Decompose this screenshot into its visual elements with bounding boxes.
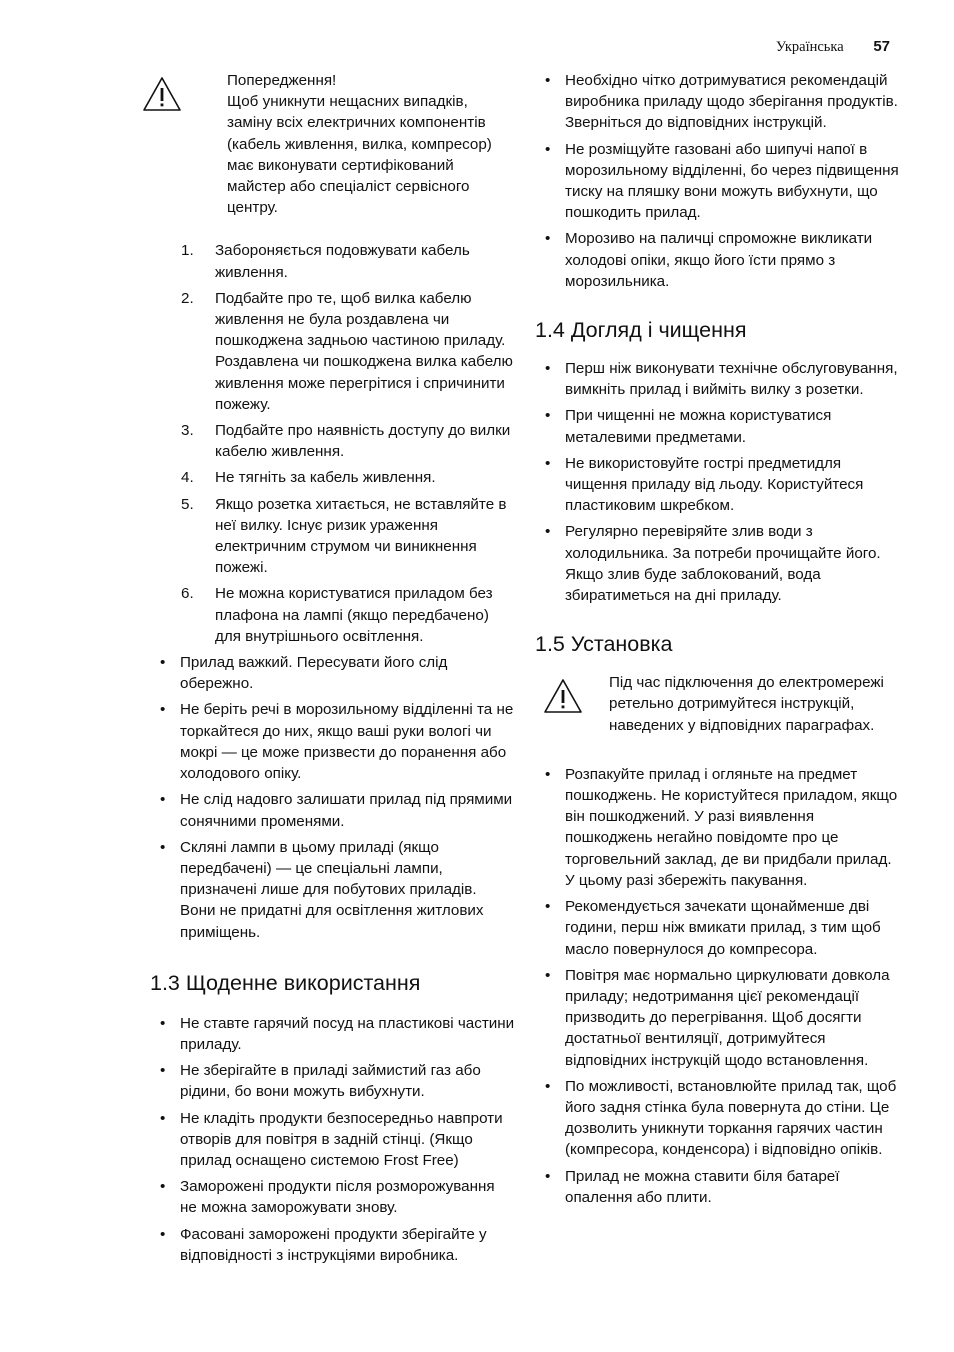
warning-text: Щоб уникнути нещасних випадків, заміну всіх електричних компонентів (кабель живлення, вилка, компресор) має виконувати сертифікований майстер або спеціаліст сервісного центру. — [227, 93, 492, 217]
bullet-list-1-3 — [150, 1013, 515, 1266]
section-title: Догляд і чищення — [570, 318, 747, 343]
list-item: • Розпакуйте прилад і огляньте на предмет пошкоджень. Не користуйтеся приладом, якщо він пошкоджений. У разі виявлення пошкоджень негайно повідомте про це торговельний заклад, де ви придбали прилад. У цьому разі збережіть пакування. — [535, 764, 900, 891]
item-number: 1. — [181, 242, 194, 260]
numbered-item — [181, 467, 515, 488]
section-heading-1-4 — [535, 316, 900, 344]
list-item: • Регулярно перевіряйте злив води з холодильника. За потреби прочищайте його. Якщо злив буде заблокований, вода збиратиметься на дні приладу. — [535, 521, 900, 606]
list-item: • Не слід надовго залишати прилад під прямими сонячними променями. — [150, 789, 515, 831]
list-item: • Не ставте гарячий посуд на пластикові частини приладу. — [150, 1013, 515, 1055]
list-item: • Необхідно чітко дотримуватися рекомендацій виробника приладу щодо зберігання продуктів. Зверніться до відповідних інструкцій. — [535, 70, 900, 134]
warning-text: Під час підключення до електромережі ретельно дотримуйтеся інструкцій, наведених у відповідних параграфах. — [609, 674, 884, 734]
bullet-list-1-4 — [535, 358, 900, 606]
warning-icon — [543, 678, 583, 714]
list-item: • Морозиво на паличці спроможне викликати холодові опіки, якщо його їсти прямо з морозильника. — [535, 228, 900, 292]
list-item: • Не кладіть продукти безпосередньо навпроти отворів для повітря в задній стінці. (Якщо прилад оснащено системою Frost Free) — [150, 1108, 515, 1172]
warning-block — [150, 70, 515, 218]
numbered-item — [181, 288, 515, 415]
numbered-list — [150, 240, 515, 647]
item-number: 6. — [181, 585, 194, 603]
section-heading-1-5 — [535, 630, 900, 658]
list-item: • Не використовуйте гострі предметидля чищення приладу від льоду. Користуйтеся пластиковим шкребком. — [535, 453, 900, 517]
item-number: 2. — [181, 289, 194, 307]
section-number: 1.3 — [150, 970, 180, 995]
section-number: 1.4 — [535, 318, 565, 343]
numbered-item — [181, 583, 515, 647]
item-text: Не тягніть за кабель живлення. — [215, 469, 436, 487]
list-item: • Перш ніж виконувати технічне обслуговування, вимкніть прилад і вийміть вилку з розетки. — [535, 358, 900, 400]
section-title: Установка — [570, 632, 673, 657]
warning-title: Попередження! — [227, 72, 337, 89]
left-column — [150, 70, 515, 1271]
list-item: • Не беріть речі в морозильному відділенні та не торкайтеся до них, якщо ваші руки вологі чи мокрі — це може призвести до поранення або холодового опіку. — [150, 699, 515, 784]
numbered-item — [181, 420, 515, 462]
list-item: • Заморожені продукти після розморожування не можна заморожувати знову. — [150, 1176, 515, 1218]
page-number: 57 — [873, 38, 890, 55]
bullet-list — [150, 652, 515, 943]
list-item: • Не розміщуйте газовані або шипучі напої в морозильному відділенні, бо через підвищення тиску на пляшку вони можуть вибухнути, що пошкодить прилад. — [535, 139, 900, 224]
language-label: Українська — [775, 39, 844, 55]
section-heading-1-3 — [150, 969, 515, 997]
item-text: Якщо розетка хитається, не вставляйте в неї вилку. Існує ризик ураження електричним струмом чи виникнення пожежі. — [215, 495, 507, 577]
list-item: • Прилад важкий. Пересувати його слід обережно. — [150, 652, 515, 694]
item-text: Подбайте про те, щоб вилка кабелю живлення не була роздавлена чи пошкоджена задньою частиною приладу. Роздавлена чи пошкоджена вилка кабелю живлення може перегрітися і спричинити пожежу. — [215, 289, 513, 413]
item-number: 5. — [181, 495, 194, 513]
list-item: • При чищенні не можна користуватися металевими предметами. — [535, 405, 900, 447]
page-header — [776, 38, 890, 56]
list-item: • По можливості, встановлюйте прилад так, щоб його задня стінка була повернута до стіни. Це дозволить уникнути торкання гарячих частин (компресора, конденсора) і відповідно опіків. — [535, 1076, 900, 1161]
item-number: 4. — [181, 469, 194, 487]
warning-block — [535, 672, 900, 736]
list-item: • Скляні лампи в цьому приладі (якщо передбачені) — це спеціальні лампи, призначені лише для побутових приладів. Вони не придатні для освітлення житлових приміщень. — [150, 837, 515, 943]
list-item: • Не зберігайте в приладі займистий газ або рідини, бо вони можуть вибухнути. — [150, 1060, 515, 1102]
list-item: • Повітря має нормально циркулювати довкола приладу; недотримання цієї рекомендації призводить до перегрівання. Щоб досягти достатньої вентиляції, дотримуйтеся відповідних інструкцій щодо встановлення. — [535, 965, 900, 1071]
item-number: 3. — [181, 422, 194, 440]
item-text: Подбайте про наявність доступу до вилки кабелю живлення. — [215, 422, 511, 461]
item-text: Забороняється подовжувати кабель живлення. — [215, 242, 470, 281]
bullet-list-top — [535, 70, 900, 292]
list-item: • Рекомендується зачекати щонайменше дві години, перш ніж вмикати прилад, з тим щоб масло повернулося до компресора. — [535, 896, 900, 960]
list-item: • Фасовані заморожені продукти зберігайте у відповідності з інструкціями виробника. — [150, 1224, 515, 1266]
section-title: Щоденне використання — [185, 970, 421, 995]
numbered-item — [181, 494, 515, 579]
bullet-list-1-5 — [535, 764, 900, 1208]
item-text: Не можна користуватися приладом без плафона на лампі (якщо передбачено) для внутрішнього освітлення. — [215, 585, 493, 645]
list-item: • Прилад не можна ставити біля батареї опалення або плити. — [535, 1166, 900, 1208]
section-number: 1.5 — [535, 632, 565, 657]
warning-icon — [142, 76, 182, 112]
right-column — [535, 70, 900, 1213]
numbered-item — [181, 240, 515, 282]
